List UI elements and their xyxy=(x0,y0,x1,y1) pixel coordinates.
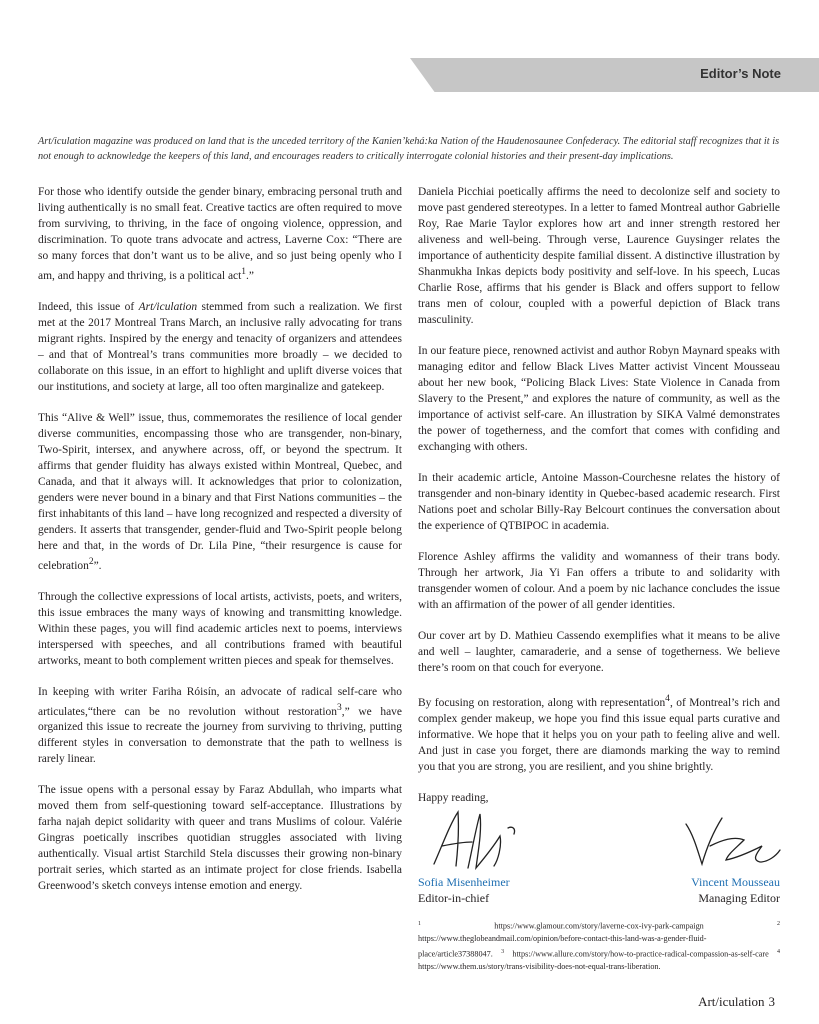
magazine-name: Art/iculation xyxy=(698,994,765,1009)
paragraph: In their academic article, Antoine Masson-Courchesne relates the history of transgender and non-binary identity in Quebec-based academic research. First Nations poet and scholar Billy-Ray Belcourt continues the conversation about the experience of QTBIPOC in academia. xyxy=(418,472,780,532)
paragraph: The issue opens with a personal essay by Faraz Abdullah, who imparts what moved them from self-questioning toward self-acceptance. Illustrations by farha najah depict solidarity with queer and trans Muslims of colour. Valérie Gingras poetically inscribes quotidian struggles associated with living authentically. Visual artist Starchild Stela discusses their growing non-binary portrait series, which started as an intimate project for close friends. Isabella Greenwood’s sketch conveys intense emotion and energy. xyxy=(38,784,402,893)
paragraph: Through the collective expressions of local artists, activists, poets, and writers, this issue embraces the many ways of knowing and transmitting knowledge. Within these pages, you will find academic articles next to poems, interviews interspersed with speeches, and all contributions framed with beautiful artworks, meant to both complement written pieces and speak for themselves. xyxy=(38,590,402,667)
footnote-link[interactable]: https://www.allure.com/story/how-to-practice-radical-compassion-as-self-care xyxy=(512,949,769,959)
closing-line: Happy reading, xyxy=(418,791,489,804)
managing-editor-name: Vincent Mousseau xyxy=(691,874,780,889)
footnote-link[interactable]: https://www.glamour.com/story/laverne-cox-ivy-park-campaign xyxy=(494,921,704,931)
paragraph: Florence Ashley affirms the validity and womanness of their trans body. Through her artwork, Jia Yi Fan offers a tribute to and solidarity with transgender women of colour. And a poem by nic lachance concludes the issue with an affirmation of the power of all gender identities. xyxy=(418,551,780,611)
signature-image-right xyxy=(676,806,784,874)
paragraph: This “Alive & Well” issue, thus, commemorates the resilience of local gender diverse communities, encompassing those who are transgender, non-binary, Two-Spirit, intersex, and anywhere across, off, or beyond the spectrum. It affirms that gender fluidity has always existed within Montreal, Quebec, and Canada, and that it always will. It acknowledges that prior to colonization, genders were never bound in a binary and that First Nations communities – the first inhabitants of this land – have long recognized and respected a diversity of genders. It asserts that transgender, gender-fluid and Two-Spirit people belong here and that, in the words of Dr. Lila Pine, “their resurgence is cause for celebration$^2$”. xyxy=(38,411,402,572)
editor-name: Sofia Misenheimer xyxy=(418,874,510,889)
page-footer xyxy=(698,994,779,1010)
footnote-link[interactable]: https://www.theglobeandmail.com/opinion/before-contact-this-land-was-a-gender-fluid-place/article37388047. xyxy=(418,934,707,959)
paragraph: In our feature piece, renowned activist and author Robyn Maynard speaks with managing editor and fellow Black Lives Matter activist Vincent Mousseau about her new book, “Policing Black Lives: State Violence in Canada from Slavery to the Present,” and explores the nature of community, as well as the importance of activist self-care. An illustration by SIKA Valmé demonstrates the power of togetherness, and the comfort that comes with confiding and exchanging with others. xyxy=(418,345,780,453)
paragraph: Indeed, this issue of Art/iculation stemmed from such a realization. We first met at the 2017 Montreal Trans March, an inclusive rally advocating for trans migrant rights. Inspired by the energy and tenacity of organizers and attendees – and that of Montreal’s trans communities more broadly – we decided to collaborate on this issue, in an effort to highlight and uplift diverse voices that our institutions, and society at large, all too often marginalize and gatekeep. xyxy=(38,300,402,393)
right-column xyxy=(418,184,780,973)
editor-role: Editor-in-chief xyxy=(418,890,490,905)
signature-image-left xyxy=(428,806,538,874)
paragraph: In keeping with writer Fariha Róisín, an advocate of radical self-care who articulates,“there can be no revolution without restoration$^3$,” we have organized this issue to recreate the journey from surviving to thriving, putting different styles in conversation to demonstrate that the path to wellness is rarely linear. xyxy=(38,685,402,766)
footnote-link[interactable]: https://www.them.us/story/trans-visibility-does-not-equal-trans-liberation. xyxy=(418,961,661,971)
paragraph: By focusing on restoration, along with representation$^4$, of Montreal’s rich and complex gender makeup, we hope you find this issue equal parts curative and informative. We hope that it helps you on your path to feeling alive and well. And just in case you forget, there are diamonds marking the way to remind you that you are strong, you are resilient, and you shine brightly. xyxy=(418,693,780,773)
left-column xyxy=(38,184,402,909)
footnotes: $^1$ https://www.glamour.com/story/laverne-cox-ivy-park-campaign $^2$ https://www.theglobeandmail.com/opinion/before-contact-this-land-was-a-gender-fluid-place/article37388047. $^3$ https://www.allure.com/story/how-to-practice-radical-compassion-as-self-care $^4$ https://www.them.us/story/trans-visibility-does-not-equal-trans-liberation. xyxy=(418,920,781,971)
land-acknowledgement: Art/iculation magazine was produced on land that is the unceded territory of the Kanien’kehá:ka Nation of the Haudenosaunee Confederacy. The editorial staff recognizes that it is not enough to acknowledge the keepers of this land, and encourages readers to critically interrogate colonial histories and their present-day implications. xyxy=(38,136,780,162)
page-number: 3 xyxy=(768,994,775,1009)
paragraph: Our cover art by D. Mathieu Cassendo exemplifies what it means to be alive and well – laughter, camaraderie, and a sense of togetherness. We believe there’s room on that couch for everyone. xyxy=(418,630,780,674)
paragraph: Daniela Picchiai poetically affirms the need to decolonize self and society to move past gendered stereotypes. In a letter to famed Montreal author Gabrielle Roy, Rae Marie Taylor explores how art and inner strength restored her aliveness and well-being. Through verse, Laurence Guysinger relates the importance of authenticity despite familial dissent. A distinctive illustration by Shanmukha Inkas depicts body positivity and self-love. In his speech, Lucas Charlie Rose, affirms that his gender is Black and offers support to fellow trans men of colour, coupled with a powerful depiction of Black trans masculinity. xyxy=(418,186,780,326)
section-label: Editor’s Note xyxy=(700,66,781,81)
signature-block xyxy=(418,804,780,912)
paragraph: For those who identify outside the gender binary, embracing personal truth and living authentically is no small feat. Creative tactics are often required to move from surviving, to thriving, in the face of ongoing violence, oppression, and discrimination. To quote trans advocate and actress, Laverne Cox: “There are so many forces that don’t want us to be alive, and so just being openly who I am, and happy and thriving, is a political act$^1$.” xyxy=(38,186,402,282)
managing-editor-role: Managing Editor xyxy=(698,890,780,905)
